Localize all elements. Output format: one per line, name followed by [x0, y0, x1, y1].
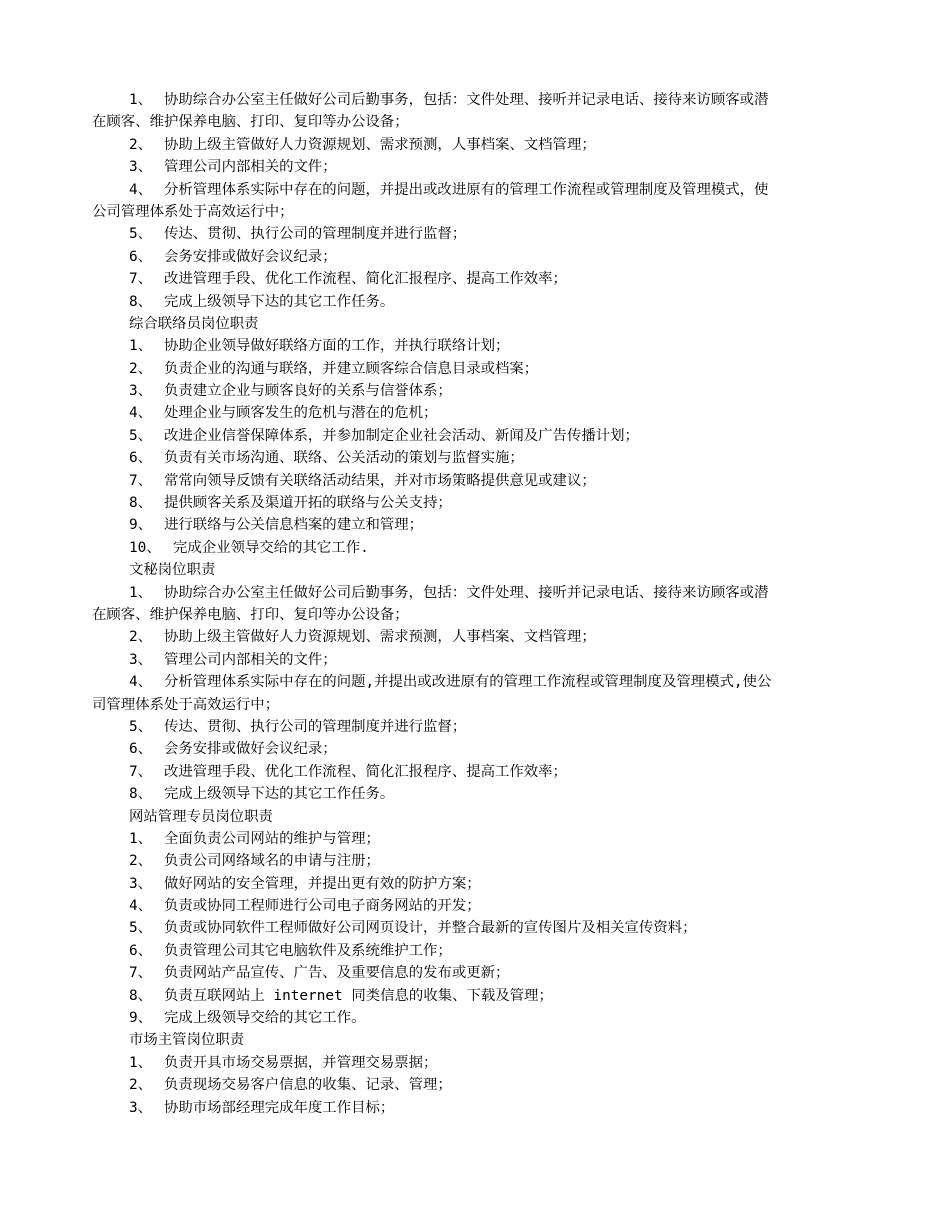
- list-item: [92, 626, 854, 648]
- list-item-text: 会务安排或做好会议纪录；: [164, 741, 337, 758]
- list-item: [92, 1097, 854, 1119]
- list-item-number: 1、: [129, 830, 153, 847]
- list-item: [92, 828, 854, 850]
- list-item-text: 会务安排或做好会议纪录；: [164, 248, 337, 265]
- list-item-number: 3、: [129, 875, 153, 892]
- list-item-number: 9、: [129, 517, 153, 534]
- list-item-number: 2、: [129, 629, 153, 646]
- list-item-number: 1、: [129, 1054, 153, 1071]
- list-item-text: 改进管理手段、优化工作流程、简化汇报程序、提高工作效率；: [164, 271, 567, 288]
- list-item: [92, 985, 854, 1007]
- list-item-text: 完成上级领导下达的其它工作任务。: [164, 786, 395, 803]
- list-item-continuation: 司管理体系处于高效运行中；: [92, 696, 280, 713]
- list-item: [92, 470, 854, 492]
- list-item-continuation: 在顾客、维护保养电脑、打印、复印等办公设备；: [92, 114, 409, 131]
- list-item: [92, 447, 854, 469]
- document-body: [92, 89, 854, 1119]
- list-item: [92, 537, 854, 559]
- list-item: [92, 358, 854, 380]
- list-item: [92, 179, 854, 201]
- list-item-number: 6、: [129, 450, 153, 467]
- list-item-number: 1、: [129, 92, 153, 108]
- list-item-text: 分析管理体系实际中存在的问题，并提出或改进原有的管理工作流程或管理制度及管理模式，使: [164, 181, 769, 198]
- list-item-text: 完成上级领导交给的其它工作。: [164, 1010, 366, 1027]
- list-item-continuation: 公司管理体系处于高效运行中；: [92, 203, 294, 220]
- list-item-text: 负责企业的沟通与联络，并建立顾客综合信息目录或档案；: [164, 360, 539, 377]
- list-item-continuation: 在顾客、维护保养电脑、打印、复印等办公设备；: [92, 606, 409, 623]
- list-item-text: 协助企业领导做好联络方面的工作，并执行联络计划；: [164, 338, 510, 355]
- list-item: [92, 246, 854, 268]
- list-item: [92, 425, 854, 447]
- list-item-text: 协助市场部经理完成年度工作目标；: [164, 1099, 395, 1116]
- list-item: [92, 134, 854, 156]
- list-item-text: 完成企业领导交给的其它工作.: [173, 539, 369, 556]
- list-item-text: 协助上级主管做好人力资源规划、需求预测，人事档案、文档管理；: [164, 136, 596, 153]
- list-item: [92, 917, 854, 939]
- list-item-number: 3、: [129, 1099, 153, 1116]
- list-item: [92, 335, 854, 357]
- list-item: [92, 156, 854, 178]
- list-item: [92, 1007, 854, 1029]
- list-item-number: 8、: [129, 495, 153, 512]
- list-item: [92, 268, 854, 290]
- list-item-number: 5、: [129, 920, 153, 937]
- list-item: [92, 716, 854, 738]
- list-item: [92, 1052, 854, 1074]
- list-item: [92, 223, 854, 245]
- list-item: [92, 873, 854, 895]
- list-item-number: 8、: [129, 987, 153, 1004]
- list-item-text: 传达、贯彻、执行公司的管理制度并进行监督；: [164, 226, 467, 243]
- list-item-text: 提供顾客关系及渠道开拓的联络与公关支持；: [164, 495, 452, 512]
- list-item-number: 4、: [129, 181, 153, 198]
- list-item-number: 4、: [129, 674, 153, 691]
- list-item: [92, 514, 854, 536]
- list-item-text: 协助综合办公室主任做好公司后勤事务，包括：文件处理、接听并记录电话、接待来访顾客或潜: [164, 92, 769, 108]
- list-item: [92, 783, 854, 805]
- list-item-text: 负责互联网站上 internet 同类信息的收集、下载及管理；: [164, 987, 553, 1004]
- list-item: [92, 291, 854, 313]
- list-item-number: 2、: [129, 853, 153, 870]
- section-heading: 市场主管岗位职责: [129, 1032, 245, 1049]
- list-item-text: 处理企业与顾客发生的危机与潜在的危机；: [164, 405, 438, 422]
- list-item-text: 负责公司网络域名的申请与注册；: [164, 853, 380, 870]
- section-heading: 综合联络员岗位职责: [129, 315, 259, 332]
- list-item-text: 做好网站的安全管理，并提出更有效的防护方案；: [164, 875, 481, 892]
- list-item: [92, 940, 854, 962]
- list-item-text: 进行联络与公关信息档案的建立和管理；: [164, 517, 424, 534]
- list-item-number: 6、: [129, 248, 153, 265]
- list-item-text: 分析管理体系实际中存在的问题,并提出或改进原有的管理工作流程或管理制度及管理模式,使公: [164, 674, 772, 691]
- list-item: [92, 962, 854, 984]
- list-item: [92, 380, 854, 402]
- list-item-number: 2、: [129, 1077, 153, 1094]
- list-item-number: 5、: [129, 226, 153, 243]
- list-item-number: 1、: [129, 584, 153, 601]
- list-item-number: 2、: [129, 136, 153, 153]
- list-item-number: 2、: [129, 360, 153, 377]
- list-item-number: 8、: [129, 786, 153, 803]
- list-item-number: 4、: [129, 405, 153, 422]
- list-item-text: 完成上级领导下达的其它工作任务。: [164, 293, 395, 310]
- list-item-text: 全面负责公司网站的维护与管理；: [164, 830, 380, 847]
- list-item-number: 6、: [129, 942, 153, 959]
- list-item-text: 负责管理公司其它电脑软件及系统维护工作；: [164, 942, 452, 959]
- list-item-number: 7、: [129, 271, 153, 288]
- list-item-text: 负责现场交易客户信息的收集、记录、管理；: [164, 1077, 452, 1094]
- list-item-text: 负责或协同工程师进行公司电子商务网站的开发；: [164, 898, 481, 915]
- list-item: [92, 1074, 854, 1096]
- list-item-text: 负责或协同软件工程师做好公司网页设计，并整合最新的宣传图片及相关宣传资料；: [164, 920, 697, 937]
- list-item-number: 7、: [129, 763, 153, 780]
- list-item-text: 常常向领导反馈有关联络活动结果，并对市场策略提供意见或建议；: [164, 472, 596, 489]
- list-item-number: 3、: [129, 383, 153, 400]
- list-item: [92, 850, 854, 872]
- list-item: [92, 582, 854, 604]
- list-item-text: 管理公司内部相关的文件；: [164, 651, 337, 668]
- list-item: [92, 402, 854, 424]
- list-item-text: 负责有关市场沟通、联络、公关活动的策划与监督实施；: [164, 450, 524, 467]
- list-item: [92, 649, 854, 671]
- list-item-text: 传达、贯彻、执行公司的管理制度并进行监督；: [164, 718, 467, 735]
- list-item: [92, 492, 854, 514]
- list-item-number: 9、: [129, 1010, 153, 1027]
- list-item-number: 7、: [129, 472, 153, 489]
- list-item: [92, 89, 854, 111]
- list-item-text: 负责建立企业与顾客良好的关系与信誉体系；: [164, 383, 452, 400]
- section-heading: 网站管理专员岗位职责: [129, 808, 273, 825]
- list-item-number: 6、: [129, 741, 153, 758]
- list-item: [92, 738, 854, 760]
- list-item-number: 1、: [129, 338, 153, 355]
- list-item-text: 管理公司内部相关的文件；: [164, 159, 337, 176]
- list-item-text: 协助上级主管做好人力资源规划、需求预测，人事档案、文档管理；: [164, 629, 596, 646]
- list-item: [92, 761, 854, 783]
- list-item-number: 5、: [129, 718, 153, 735]
- list-item-text: 负责网站产品宣传、广告、及重要信息的发布或更新；: [164, 965, 510, 982]
- list-item-number: 3、: [129, 159, 153, 176]
- list-item-text: 改进企业信誉保障体系，并参加制定企业社会活动、新闻及广告传播计划；: [164, 427, 639, 444]
- list-item-number: 3、: [129, 651, 153, 668]
- list-item-text: 改进管理手段、优化工作流程、简化汇报程序、提高工作效率；: [164, 763, 567, 780]
- list-item-number: 10、: [129, 539, 161, 556]
- list-item-text: 协助综合办公室主任做好公司后勤事务，包括：文件处理、接听并记录电话、接待来访顾客或潜: [164, 584, 769, 601]
- list-item-number: 7、: [129, 965, 153, 982]
- list-item: [92, 895, 854, 917]
- list-item-number: 5、: [129, 427, 153, 444]
- list-item: [92, 671, 854, 693]
- list-item-number: 4、: [129, 898, 153, 915]
- list-item-text: 负责开具市场交易票据，并管理交易票据；: [164, 1054, 438, 1071]
- list-item-number: 8、: [129, 293, 153, 310]
- section-heading: 文秘岗位职责: [129, 562, 216, 579]
